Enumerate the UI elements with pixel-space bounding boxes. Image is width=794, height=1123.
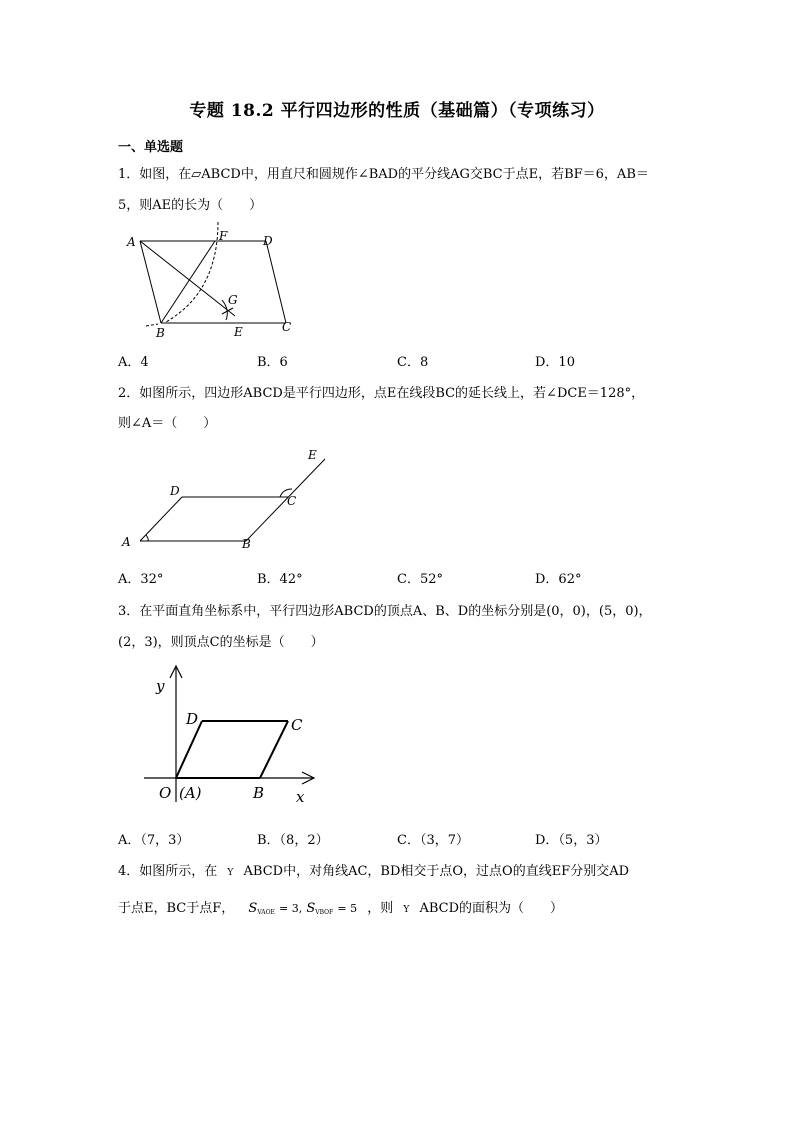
q4-line2-end: ABCD的面积为（ ） — [419, 901, 564, 916]
parallelogram-symbol-2: Y — [403, 905, 410, 915]
q3-label-b: B — [253, 784, 265, 802]
q4-line2-start: 于点E，BC于点F， — [118, 901, 235, 916]
q4-text-start: 4．如图所示，在 — [118, 864, 218, 879]
q2-text-line2: 则∠A＝（ ） — [118, 416, 217, 431]
q2-option-d[interactable]: D．62° — [535, 572, 582, 587]
q2-option-a[interactable]: A．32° — [118, 572, 164, 587]
q3-option-a[interactable]: A．（7，3） — [118, 833, 190, 848]
q1-label-g: G — [228, 293, 238, 307]
parallelogram-symbol: Y — [227, 868, 234, 878]
q4-text-line1 — [118, 860, 629, 879]
q3-option-d[interactable]: D．（5，3） — [535, 833, 608, 848]
q1-option-d[interactable]: D．10 — [535, 355, 575, 370]
q2-option-c[interactable]: C．52° — [397, 572, 443, 587]
q2-label-c: C — [287, 494, 297, 508]
q3-figure — [118, 660, 338, 810]
q1-figure — [118, 222, 308, 342]
q3-label-a: (A) — [179, 784, 202, 802]
area-value-2: = 5 — [337, 902, 358, 915]
q3-text-line1: 3．在平面直角坐标系中，平行四边形ABCD的顶点A、B、D的坐标分别是(0，0)，(5，0)， — [118, 604, 652, 619]
area-symbol-2: S — [306, 901, 316, 916]
q1-text-line2: 5，则AE的长为（ ） — [118, 198, 263, 213]
q3-label-o: O — [159, 784, 172, 802]
q4-line2-mid: ，则 — [367, 901, 394, 916]
page-title: 专题 18.2 平行四边形的性质（基础篇）（专项练习） — [189, 101, 605, 121]
q3-label-d: D — [186, 710, 199, 728]
area-subscript-1: VAOE — [257, 909, 275, 916]
q4-text-rest: ABCD中，对角线AC，BD相交于点O，过点O的直线EF分别交AD — [243, 864, 630, 879]
q3-option-c[interactable]: C．（3，7） — [397, 833, 469, 848]
q1-option-c[interactable]: C．8 — [397, 355, 429, 370]
area-symbol-1: S — [248, 901, 258, 916]
q1-label-a: A — [127, 235, 136, 249]
q2-label-b: B — [242, 537, 251, 551]
q3-option-b[interactable]: B．（8，2） — [257, 833, 329, 848]
q2-label-a: A — [122, 535, 131, 549]
q3-label-c: C — [291, 716, 303, 734]
q1-option-b[interactable]: B．6 — [257, 355, 288, 370]
q1-label-e: E — [234, 325, 243, 339]
q4-text-line2 — [118, 897, 563, 916]
q3-text-line2: (2，3)，则顶点C的坐标是（ ） — [118, 635, 324, 650]
q1-label-d: D — [263, 234, 273, 248]
q3-label-y: y — [156, 677, 165, 695]
q1-label-f: F — [219, 229, 228, 243]
area-subscript-2: VBOF — [315, 909, 334, 916]
q3-label-x: x — [296, 788, 305, 806]
q1-label-c: C — [282, 320, 292, 334]
q1-option-a[interactable]: A．4 — [118, 355, 149, 370]
q1-label-b: B — [156, 326, 165, 340]
area-value-1: = 3, — [279, 902, 303, 915]
q1-text-line1: 1．如图，在▱ABCD中，用直尺和圆规作∠BAD的平分线AG交BC于点E，若BF＝6，AB＝ — [118, 167, 649, 182]
q2-figure — [118, 444, 338, 554]
q2-label-d: D — [170, 484, 180, 498]
section-heading: 一、单选题 — [118, 140, 184, 155]
q2-text-line1: 2．如图所示，四边形ABCD是平行四边形，点E在线段BC的延长线上，若∠DCE＝128°， — [118, 386, 645, 401]
q2-option-b[interactable]: B．42° — [257, 572, 303, 587]
q2-label-e: E — [308, 448, 317, 462]
